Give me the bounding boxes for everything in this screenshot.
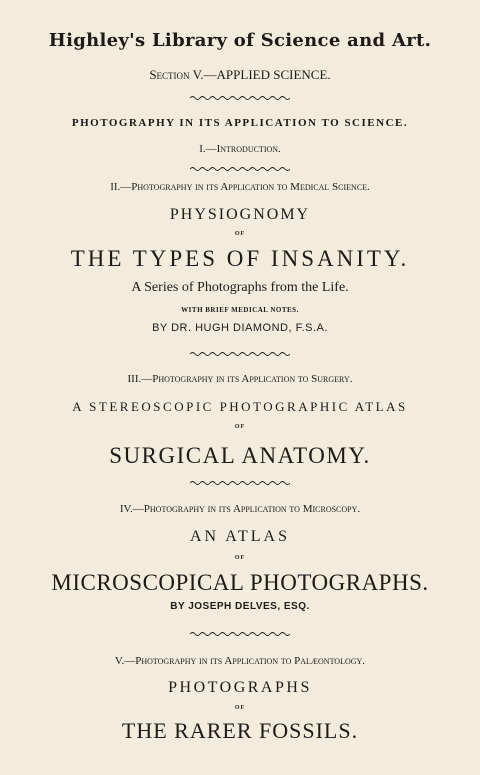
section-2-title2: THE TYPES OF INSANITY. xyxy=(70,246,410,271)
ornament-divider xyxy=(190,95,290,101)
section-5-title2: THE RARER FOSSILS. xyxy=(121,718,359,743)
section-1-heading: I.—Introduction. xyxy=(199,143,281,155)
section-3-title2: SURGICAL ANATOMY. xyxy=(109,443,371,468)
section-5-of: OF xyxy=(234,705,246,711)
section-3-heading: III.—Photography in its Application to Surgery. xyxy=(127,373,353,385)
library-title: Highley's Library of Science and Art. xyxy=(48,30,432,51)
section-4-of: OF xyxy=(234,555,246,561)
section-5-title1: PHOTOGRAPHS xyxy=(168,679,312,696)
section-4-author: BY JOSEPH DELVES, ESQ. xyxy=(170,601,310,612)
ornament-divider xyxy=(190,351,290,357)
section-3-title1: A STEREOSCOPIC PHOTOGRAPHIC ATLAS xyxy=(72,399,408,414)
ornament-divider xyxy=(190,166,290,172)
ornament-divider xyxy=(190,631,290,637)
section-4-title2: MICROSCOPICAL PHOTOGRAPHS. xyxy=(51,570,429,595)
section-2-author: BY DR. HUGH DIAMOND, F.S.A. xyxy=(152,322,328,334)
main-title: PHOTOGRAPHY IN ITS APPLICATION TO SCIENCE. xyxy=(71,117,409,129)
section-4-heading: IV.—Photography in its Application to Microscopy. xyxy=(119,503,361,515)
section-title: Section V.—APPLIED SCIENCE. xyxy=(149,67,331,82)
section-3-of: OF xyxy=(234,424,246,430)
section-5-heading: V.—Photography in its Application to Palæontology. xyxy=(114,655,366,667)
section-2-note: WITH BRIEF MEDICAL NOTES. xyxy=(181,306,299,314)
section-2-subtitle: A Series of Photographs from the Life. xyxy=(131,280,349,295)
section-2-title1: PHYSIOGNOMY xyxy=(169,206,311,223)
section-4-title1: AN ATLAS xyxy=(189,528,290,545)
ornament-divider xyxy=(190,480,290,486)
section-2-of: OF xyxy=(234,231,246,237)
section-2-heading: II.—Photography in its Application to Medical Science. xyxy=(110,181,370,193)
